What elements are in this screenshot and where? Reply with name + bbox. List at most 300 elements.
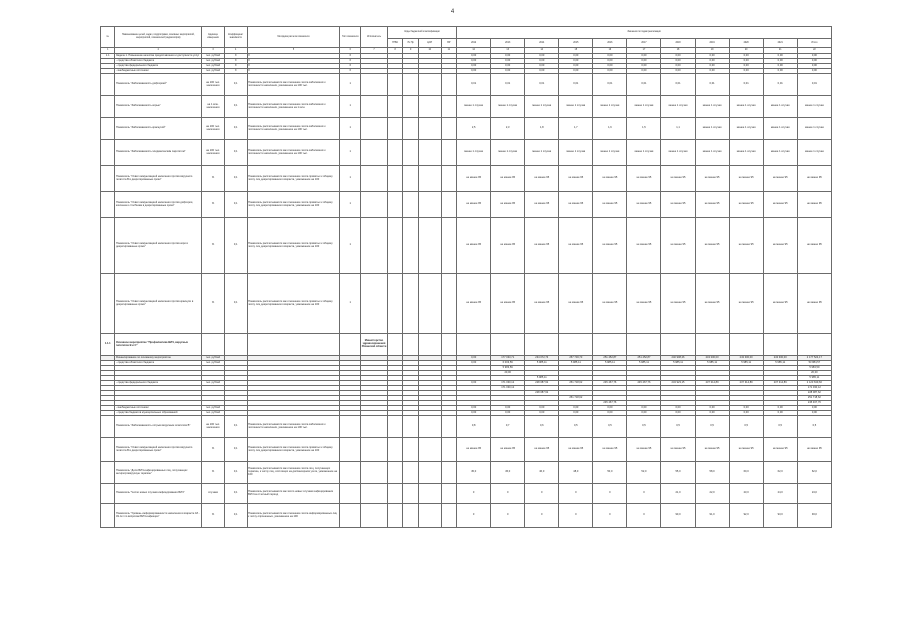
table-cell: Показатель рассчитывается как число новых случаев инфицирования ВИЧ за отчетный период [247, 484, 340, 504]
table-cell: % [202, 218, 225, 274]
table-cell: Министерство здравоохранения Рязанской области [361, 334, 388, 356]
table-cell: не менее 95 [593, 274, 627, 334]
table-cell: Показатель "Охват иммунизацией населения против вирусного гепатита В в декретированные сроки" [115, 438, 202, 462]
table-cell: 0,00 [491, 59, 525, 64]
table-cell [387, 274, 402, 334]
table-cell: 0,5 [695, 416, 729, 438]
table-cell: Задача 1. Повышение качества предоставления и доступности услуг [115, 54, 202, 59]
table-cell: 0,01 [797, 74, 831, 96]
table-cell: 93,0 [763, 504, 797, 528]
table-cell [441, 274, 457, 334]
table-cell [403, 192, 418, 218]
table-cell: Показатель рассчитывается как отношение числа привитых к общему числу лиц декретированного возраста, умноженное на 100 [247, 166, 340, 192]
table-cell: не менее 95 [627, 166, 661, 192]
table-cell: случаев [202, 484, 225, 504]
table-cell: 0,00 [661, 411, 695, 416]
table-cell: - средства федерального бюджета [115, 381, 202, 386]
table-cell: 1 [340, 118, 361, 140]
table-cell: не менее 95 [729, 192, 763, 218]
table-cell: 1 [340, 274, 361, 334]
table-cell: 0,1 [224, 192, 247, 218]
header-cell: 2019 [695, 39, 729, 48]
table-cell [418, 118, 441, 140]
table-cell [101, 274, 115, 334]
table-cell [361, 462, 388, 484]
table-cell: не менее 95 [457, 274, 491, 334]
table-cell: 0,1 [224, 96, 247, 118]
table-cell [418, 74, 441, 96]
table-cell: 1 [340, 218, 361, 274]
table-cell: не менее 95 [491, 438, 525, 462]
table-cell: Показатель "Заболеваемость эпидемическим паротитом" [115, 140, 202, 166]
table-cell: Показатель рассчитывается как отношение числа привитых к общему числу лиц декретированного возраста, умноженное на 100 [247, 192, 340, 218]
table-cell: не менее 95 [729, 274, 763, 334]
table-cell: менее 1 случая [695, 140, 729, 166]
table-cell: 6 003,59 [491, 361, 525, 366]
table-cell [418, 96, 441, 118]
header-number-cell: 14 [525, 48, 559, 54]
table-cell: - средства областного бюджета [115, 59, 202, 64]
table-cell [441, 484, 457, 504]
header-number-cell: 17 [627, 48, 661, 54]
table-cell: 0,00 [695, 411, 729, 416]
header-cell: Итого [797, 39, 831, 48]
table-cell: Х [224, 69, 247, 74]
table-cell: - внебюджетные источники [115, 406, 202, 411]
table-cell [101, 96, 115, 118]
indicator-row [101, 416, 832, 438]
table-cell: 0,00 [525, 59, 559, 64]
table-cell: менее 1 случая [729, 140, 763, 166]
table-cell: не менее 95 [763, 274, 797, 334]
table-cell [695, 334, 729, 356]
table-cell: 243 300,00 [729, 356, 763, 361]
table-cell: 0 [627, 504, 661, 528]
table-cell: Х [340, 59, 361, 64]
header-cell: 2017 [627, 39, 661, 48]
table-cell: 5 985,11 [627, 361, 661, 366]
table-cell: Показатель "Доля ВИЧ-инфицированных лиц, получающих антиретровирусную терапию" [115, 462, 202, 484]
table-cell: 0,00 [661, 406, 695, 411]
header-number-cell: 3 [202, 48, 225, 54]
table-cell: 0,00 [491, 54, 525, 59]
table-cell: 0 [559, 504, 593, 528]
indicator-row [101, 166, 832, 192]
table-cell: 0,1 [224, 274, 247, 334]
table-cell: 0,00 [729, 406, 763, 411]
indicator-row [101, 118, 832, 140]
table-cell [101, 504, 115, 528]
header-number-cell: 11 [441, 48, 457, 54]
table-cell: Показатель "Уровень информированности населения в возрасте 18 - 49 лет по вопросам ВИЧ-инфекции" [115, 504, 202, 528]
table-cell: 1.1.1 [101, 334, 115, 356]
indicator-row [101, 218, 832, 274]
table-cell: 93,0 [797, 504, 831, 528]
table-cell: 251 452,87 [593, 356, 627, 361]
table-cell [247, 334, 340, 356]
table-cell: 0,00 [627, 411, 661, 416]
table-cell [441, 140, 457, 166]
table-cell: менее 1 случая [593, 140, 627, 166]
table-cell: 0,01 [695, 74, 729, 96]
table-cell: тыс. рублей [202, 356, 225, 361]
table-cell: менее 1 случая [491, 140, 525, 166]
table-cell [387, 74, 402, 96]
table-cell: 228 087,62 [525, 391, 559, 396]
table-cell: не менее 95 [525, 166, 559, 192]
table-cell: не менее 95 [491, 166, 525, 192]
header-number-cell: 22 [797, 48, 831, 54]
table-cell [387, 166, 402, 192]
table-cell: 0,01 [593, 74, 627, 96]
table-cell: Показатель рассчитывается как отношение числа привитых к общему числу лиц декретированного возраста, умноженное на 100 [247, 274, 340, 334]
header-number-cell: 18 [661, 48, 695, 54]
table-cell: не менее 95 [525, 274, 559, 334]
table-cell: 0,00 [457, 381, 491, 386]
table-cell: 2 177 524,17 [797, 356, 831, 361]
table-cell [403, 504, 418, 528]
table-cell: менее 1 случая [729, 96, 763, 118]
table-cell [441, 118, 457, 140]
table-cell: не менее 95 [491, 218, 525, 274]
table-cell [340, 462, 361, 484]
header-cell: Тип показателя [340, 27, 361, 48]
header-cell: Исполнитель [361, 27, 388, 48]
table-cell: 62,0 [763, 462, 797, 484]
table-cell [101, 416, 115, 438]
table-cell: 0 [457, 484, 491, 504]
table-cell: Показатель "Заболеваемость дифтерией" [115, 74, 202, 96]
table-cell: 0,00 [525, 406, 559, 411]
table-cell [387, 416, 402, 438]
table-cell: 234 923,15 [661, 381, 695, 386]
table-cell: 245 467,76 [593, 401, 627, 406]
table-cell: 0,00 [763, 406, 797, 411]
table-cell: 0,00 [491, 411, 525, 416]
table-cell: 228 087,62 [797, 391, 831, 396]
table-cell: Показатель рассчитывается как отношение числа лиц, получающих терапию, к числу лиц, состоящих на диспансерном учете, умноженное на 100 [247, 462, 340, 484]
table-cell: 0,5 [559, 416, 593, 438]
table-cell [361, 118, 388, 140]
table-cell: 0,01 [661, 74, 695, 96]
table-cell [340, 438, 361, 462]
table-cell: не менее 95 [457, 192, 491, 218]
table-cell: менее 1 случая [627, 140, 661, 166]
table-cell: 234 072,73 [525, 356, 559, 361]
table-cell: тыс. рублей [202, 381, 225, 386]
table-cell: 0,00 [457, 361, 491, 366]
table-cell: Показатель "Заболеваемость острым вирусным гепатитом В" [115, 416, 202, 438]
table-cell: Х [340, 64, 361, 69]
header-cell: 2014 [525, 39, 559, 48]
indicator-row [101, 140, 832, 166]
table-cell: 0,00 [491, 406, 525, 411]
table-cell: 0,00 [661, 54, 695, 59]
header-number-cell: 20 [729, 48, 763, 54]
table-cell: 0,1 [224, 416, 247, 438]
table-cell: не менее 95 [627, 218, 661, 274]
table-cell: тыс. рублей [202, 411, 225, 416]
table-cell: Показатель "Охват иммунизацией населения против кори в декретированные сроки" [115, 218, 202, 274]
table-cell: не менее 95 [559, 166, 593, 192]
table-cell: 0,00 [593, 69, 627, 74]
table-cell: не менее 95 [763, 438, 797, 462]
table-cell: 0,00 [627, 59, 661, 64]
table-cell: не менее 95 [559, 438, 593, 462]
table-cell: 0,01 [559, 74, 593, 96]
table-cell: Показатель рассчитывается как отношение числа заболевших к численности населения, умноженное на 100 тыс. [247, 416, 340, 438]
table-cell: 0,01 [627, 74, 661, 96]
table-cell [101, 166, 115, 192]
table-cell: 0,00 [525, 411, 559, 416]
table-cell: не менее 95 [797, 166, 831, 192]
table-cell: % [202, 438, 225, 462]
table-cell: 0,01 [729, 74, 763, 96]
table-cell: 0,5 [627, 416, 661, 438]
table-cell: менее 1 случая [559, 96, 593, 118]
table-cell: 245 467,76 [593, 381, 627, 386]
table-cell [361, 504, 388, 528]
table-cell: 245 467,76 [797, 401, 831, 406]
table-cell [101, 192, 115, 218]
table-cell [403, 462, 418, 484]
table-cell: 0,1 [224, 74, 247, 96]
table-cell: не менее 95 [559, 274, 593, 334]
table-cell: 55,0 [661, 462, 695, 484]
table-cell: тыс. рублей [202, 69, 225, 74]
table-cell [441, 218, 457, 274]
table-cell: Показатель "Охват иммунизацией населения против краснухи в декретированные сроки" [115, 274, 202, 334]
table-cell: 24,0 [797, 484, 831, 504]
table-cell [387, 438, 402, 462]
table-cell [441, 74, 457, 96]
indicator-row [101, 462, 832, 484]
table-cell: не менее 95 [729, 218, 763, 274]
table-cell: 0,00 [763, 69, 797, 74]
table-cell: не менее 95 [729, 438, 763, 462]
table-cell [627, 334, 661, 356]
table-cell: 0,00 [729, 54, 763, 59]
table-cell: не менее 95 [763, 166, 797, 192]
table-cell: менее 1 случая [457, 96, 491, 118]
table-cell: менее 1 случая [763, 140, 797, 166]
table-cell: % [202, 462, 225, 484]
table-cell: Х [247, 54, 340, 59]
table-cell: 251 718,62 [797, 396, 831, 401]
table-cell: менее 1 случая [797, 140, 831, 166]
table-cell: не менее 95 [593, 192, 627, 218]
table-cell [403, 96, 418, 118]
indicator-row [101, 192, 832, 218]
table-cell [418, 218, 441, 274]
table-cell [441, 438, 457, 462]
table-cell: 0,00 [627, 64, 661, 69]
table-cell: 171 030,12 [491, 386, 525, 391]
table-cell: не менее 95 [695, 218, 729, 274]
table-cell: 0,00 [457, 64, 491, 69]
header-number-cell: 8 [387, 48, 402, 54]
table-cell: 5 985,11 [593, 361, 627, 366]
table-cell: 0 [525, 484, 559, 504]
table-cell [101, 484, 115, 504]
header-cell: Рз Пр [403, 39, 418, 48]
table-cell: на 100 тыс. населения [202, 416, 225, 438]
header-number-cell: 19 [695, 48, 729, 54]
indicator-row [101, 74, 832, 96]
table-cell: менее 1 случая [559, 140, 593, 166]
table-cell [441, 96, 457, 118]
table-cell [361, 274, 388, 334]
table-cell [387, 192, 402, 218]
table-cell: Х [224, 54, 247, 59]
table-cell [340, 484, 361, 504]
header-cell: ВР [441, 39, 457, 48]
table-cell: 0,00 [797, 59, 831, 64]
table-cell [403, 416, 418, 438]
table-cell: на 100 тыс. населения [202, 140, 225, 166]
table-cell: не менее 95 [525, 192, 559, 218]
table-cell: 0,00 [695, 69, 729, 74]
table-cell [418, 438, 441, 462]
table-cell: Х [224, 64, 247, 69]
table-cell: не менее 95 [593, 438, 627, 462]
table-cell: 1.1 [101, 54, 115, 59]
table-cell: менее 1 случая [729, 118, 763, 140]
table-cell: менее 1 случая [661, 140, 695, 166]
table-cell: 52,0 [627, 462, 661, 484]
table-cell: 53 884,57 [797, 361, 831, 366]
table-cell: не менее 95 [491, 274, 525, 334]
table-cell [101, 438, 115, 462]
header-number-cell: 1 [101, 48, 115, 54]
table-cell [457, 334, 491, 356]
table-cell: 1 [340, 140, 361, 166]
table-cell: 0,00 [457, 69, 491, 74]
table-cell [441, 192, 457, 218]
table-cell: 1 [340, 166, 361, 192]
table-cell [387, 96, 402, 118]
table-cell [491, 334, 525, 356]
header-number-cell: 6 [340, 48, 361, 54]
table-cell: тыс. рублей [202, 54, 225, 59]
table-cell: 5 983,59 [491, 366, 525, 371]
table-cell: 251 718,62 [559, 396, 593, 401]
table-cell: не менее 95 [797, 274, 831, 334]
table-cell: 0,00 [627, 69, 661, 74]
table-cell: 0,5 [729, 416, 763, 438]
table-cell: 0 [525, 504, 559, 528]
table-cell: не менее 95 [661, 218, 695, 274]
table-cell [403, 74, 418, 96]
table-cell [361, 74, 388, 96]
table-cell: 0,01 [763, 74, 797, 96]
table-cell [361, 166, 388, 192]
table-cell: 0,00 [627, 406, 661, 411]
table-cell: не менее 95 [695, 438, 729, 462]
header-number-cell: 7 [361, 48, 388, 54]
table-cell: - средства бюджетов муниципальных образований [115, 411, 202, 416]
table-cell [387, 484, 402, 504]
header-number-cell: 13 [491, 48, 525, 54]
table-cell: 0,01 [457, 74, 491, 96]
table-cell [101, 74, 115, 96]
table-cell: менее 1 случая [593, 96, 627, 118]
table-cell [403, 274, 418, 334]
table-cell [387, 334, 402, 356]
table-cell: 2,3 [491, 118, 525, 140]
table-cell: 0,5 [763, 416, 797, 438]
table-cell: 22,0 [695, 484, 729, 504]
table-cell: Х [247, 59, 340, 64]
header-cell: Наименование целей, задач, подпрограмм, основных мероприятий, мероприятий, показателей (индикаторов) [115, 27, 202, 48]
header-cell: 2013 [491, 39, 525, 48]
table-cell: 0 [457, 504, 491, 528]
table-cell: Показатель "Охват иммунизацией населения против дифтерии, коклюша и столбняка в декретированные сроки" [115, 192, 202, 218]
table-cell [559, 334, 593, 356]
table-cell: 0,00 [559, 406, 593, 411]
table-cell: не менее 95 [491, 192, 525, 218]
header-number-cell: 12 [457, 48, 491, 54]
table-cell [418, 192, 441, 218]
table-cell: 0,00 [525, 69, 559, 74]
table-cell: 1,1 [661, 118, 695, 140]
table-cell: Показатель рассчитывается как отношение числа заболевших к численности населения, умноженное на 100 тыс. [247, 140, 340, 166]
table-cell: 0,1 [224, 166, 247, 192]
header-cell: Методика расчета показателя [247, 27, 340, 48]
table-cell: не менее 95 [593, 166, 627, 192]
table-cell: 0 [491, 504, 525, 528]
header-cell: 2012 [457, 39, 491, 48]
table-cell [361, 140, 388, 166]
table-cell: Х [224, 59, 247, 64]
table-cell: Показатель "Число новых случаев инфицирования ВИЧ" [115, 484, 202, 504]
header-number-cell: 2 [115, 48, 202, 54]
table-cell: 2,5 [457, 118, 491, 140]
table-cell: Х [247, 64, 340, 69]
table-cell: 251 718,62 [559, 381, 593, 386]
table-cell: - средства областного бюджета [115, 361, 202, 366]
table-cell [403, 140, 418, 166]
indicator-row [101, 274, 832, 334]
table-cell: 0,00 [695, 406, 729, 411]
table-cell: 1,8 [525, 118, 559, 140]
table-cell: Показатель рассчитывается как отношение числа информированных лиц к числу опрошенных, умноженное на 100 [247, 504, 340, 528]
table-cell: 0 [559, 484, 593, 504]
table-cell: 237 314,89 [729, 381, 763, 386]
table-cell: не менее 95 [763, 192, 797, 218]
program-indicators-table [100, 26, 832, 528]
table-cell: 58,0 [695, 462, 729, 484]
table-cell [418, 416, 441, 438]
table-cell: на 1 млн. населения [202, 96, 225, 118]
table-cell: 0,00 [457, 406, 491, 411]
table-cell: 0,00 [457, 411, 491, 416]
table-cell [387, 218, 402, 274]
table-cell: 0,01 [525, 74, 559, 96]
table-cell [418, 462, 441, 484]
header-cell: 2018 [661, 39, 695, 48]
table-cell: 0,00 [661, 59, 695, 64]
table-cell: 1 [340, 96, 361, 118]
table-cell: менее 1 случая [763, 96, 797, 118]
table-cell: 1,6 [593, 118, 627, 140]
table-cell: 0,00 [729, 64, 763, 69]
table-cell: 171 030,12 [491, 381, 525, 386]
indicator-row [101, 504, 832, 528]
table-cell [361, 96, 388, 118]
table-cell [101, 140, 115, 166]
header-cell: № [101, 27, 115, 48]
